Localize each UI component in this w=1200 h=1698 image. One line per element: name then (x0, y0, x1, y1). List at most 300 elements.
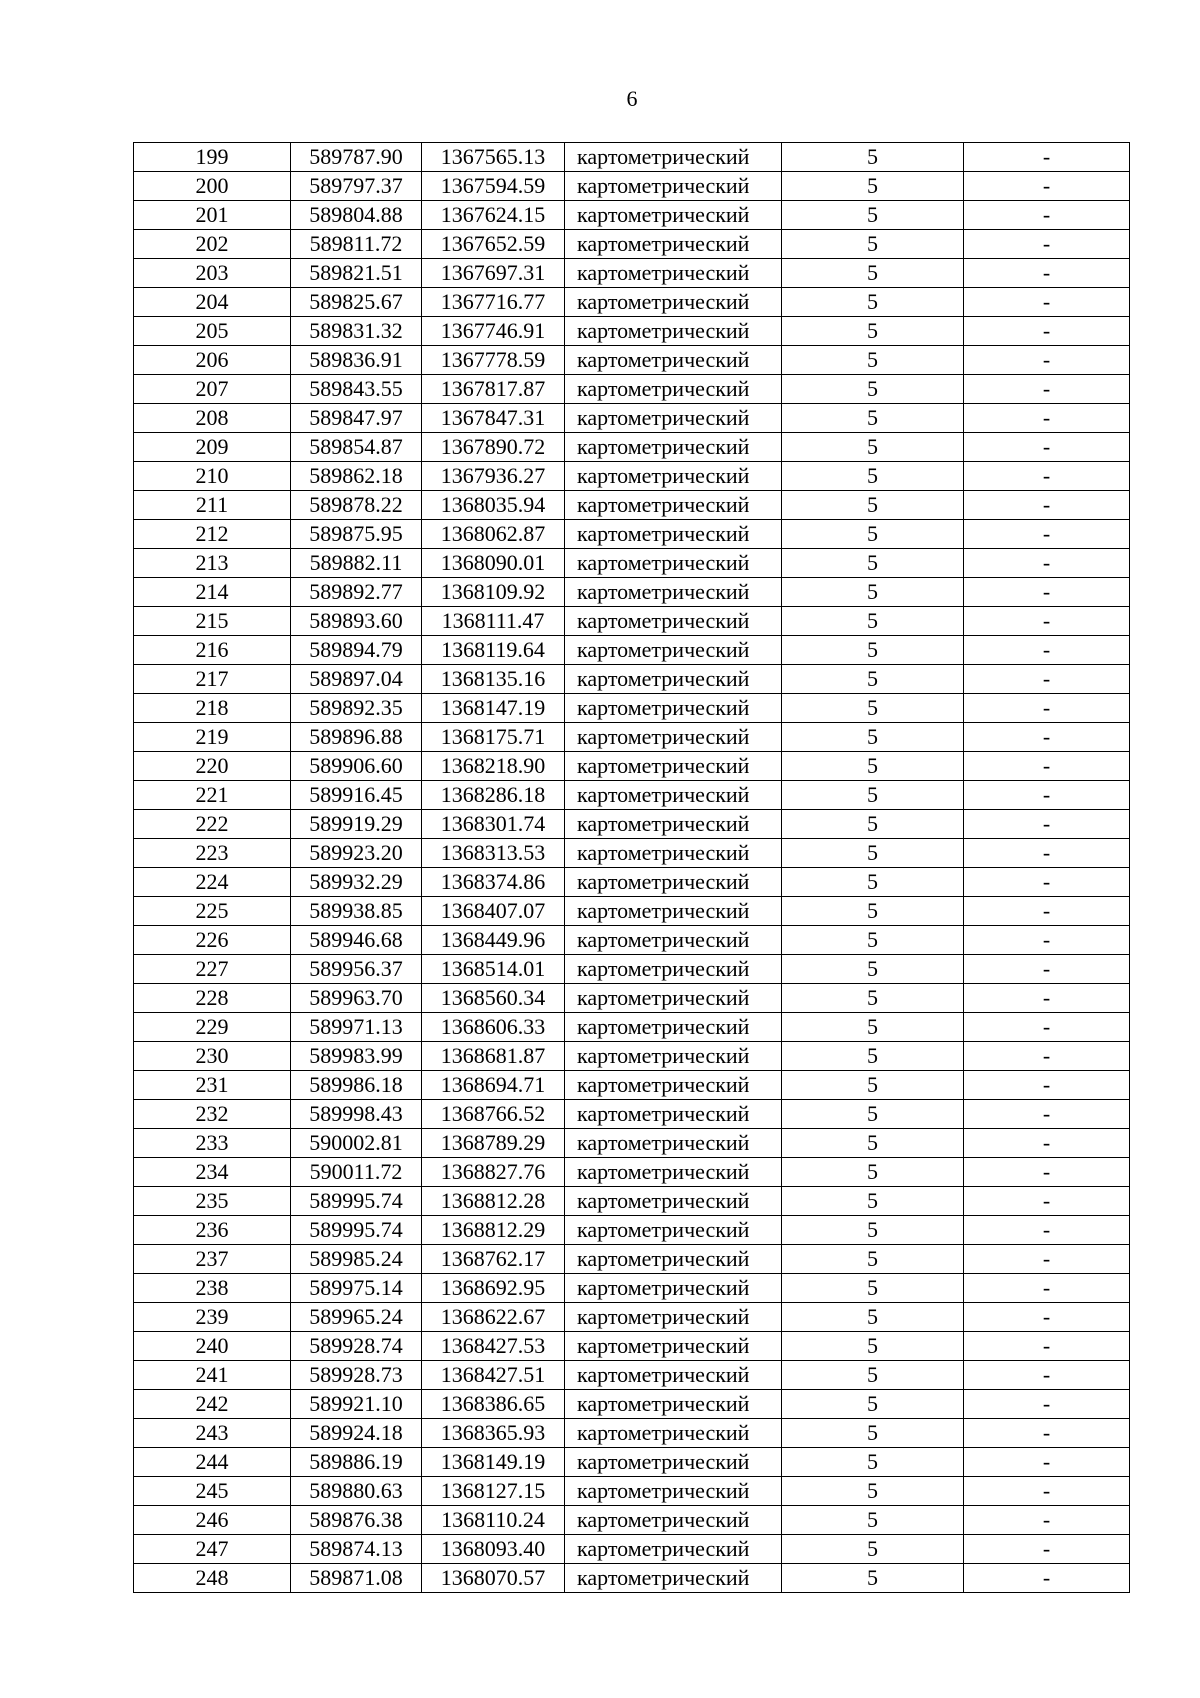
accuracy-cell: 5 (782, 491, 964, 520)
method-cell: картометрический (565, 1274, 782, 1303)
method-cell: картометрический (565, 317, 782, 346)
point-number-cell: 218 (134, 694, 291, 723)
table-row (134, 984, 1130, 1013)
y-coordinate-cell: 1368135.16 (422, 665, 565, 694)
table-row (134, 259, 1130, 288)
method-cell: картометрический (565, 926, 782, 955)
accuracy-cell: 5 (782, 259, 964, 288)
point-number-cell: 217 (134, 665, 291, 694)
table-row (134, 1245, 1130, 1274)
x-coordinate-cell: 589882.11 (291, 549, 422, 578)
x-coordinate-cell: 589975.14 (291, 1274, 422, 1303)
point-number-cell: 205 (134, 317, 291, 346)
method-cell: картометрический (565, 897, 782, 926)
accuracy-cell: 5 (782, 1129, 964, 1158)
x-coordinate-cell: 589811.72 (291, 230, 422, 259)
method-cell: картометрический (565, 1332, 782, 1361)
method-cell: картометрический (565, 1477, 782, 1506)
note-cell: - (964, 1564, 1130, 1593)
note-cell: - (964, 1216, 1130, 1245)
accuracy-cell: 5 (782, 375, 964, 404)
method-cell: картометрический (565, 346, 782, 375)
note-cell: - (964, 1158, 1130, 1187)
point-number-cell: 244 (134, 1448, 291, 1477)
x-coordinate-cell: 589875.95 (291, 520, 422, 549)
y-coordinate-cell: 1368762.17 (422, 1245, 565, 1274)
note-cell: - (964, 1303, 1130, 1332)
method-cell: картометрический (565, 1390, 782, 1419)
table-row (134, 317, 1130, 346)
point-number-cell: 243 (134, 1419, 291, 1448)
accuracy-cell: 5 (782, 288, 964, 317)
method-cell: картометрический (565, 1187, 782, 1216)
y-coordinate-cell: 1368313.53 (422, 839, 565, 868)
y-coordinate-cell: 1367565.13 (422, 143, 565, 172)
method-cell: картометрический (565, 143, 782, 172)
coordinates-table (133, 142, 1130, 1593)
y-coordinate-cell: 1368286.18 (422, 781, 565, 810)
accuracy-cell: 5 (782, 1187, 964, 1216)
table-row (134, 694, 1130, 723)
x-coordinate-cell: 589932.29 (291, 868, 422, 897)
y-coordinate-cell: 1368692.95 (422, 1274, 565, 1303)
accuracy-cell: 5 (782, 1274, 964, 1303)
y-coordinate-cell: 1368606.33 (422, 1013, 565, 1042)
accuracy-cell: 5 (782, 607, 964, 636)
table-row (134, 172, 1130, 201)
point-number-cell: 229 (134, 1013, 291, 1042)
note-cell: - (964, 1419, 1130, 1448)
x-coordinate-cell: 589946.68 (291, 926, 422, 955)
note-cell: - (964, 433, 1130, 462)
accuracy-cell: 5 (782, 665, 964, 694)
note-cell: - (964, 781, 1130, 810)
table-row (134, 1303, 1130, 1332)
x-coordinate-cell: 589924.18 (291, 1419, 422, 1448)
table-row (134, 1332, 1130, 1361)
method-cell: картометрический (565, 1419, 782, 1448)
point-number-cell: 242 (134, 1390, 291, 1419)
note-cell: - (964, 201, 1130, 230)
x-coordinate-cell: 589874.13 (291, 1535, 422, 1564)
accuracy-cell: 5 (782, 810, 964, 839)
table-row (134, 491, 1130, 520)
note-cell: - (964, 578, 1130, 607)
table-row (134, 781, 1130, 810)
note-cell: - (964, 984, 1130, 1013)
x-coordinate-cell: 589893.60 (291, 607, 422, 636)
point-number-cell: 235 (134, 1187, 291, 1216)
table-row (134, 1187, 1130, 1216)
method-cell: картометрический (565, 868, 782, 897)
accuracy-cell: 5 (782, 781, 964, 810)
table-row (134, 143, 1130, 172)
x-coordinate-cell: 589892.77 (291, 578, 422, 607)
y-coordinate-cell: 1368514.01 (422, 955, 565, 984)
note-cell: - (964, 955, 1130, 984)
method-cell: картометрический (565, 665, 782, 694)
accuracy-cell: 5 (782, 694, 964, 723)
note-cell: - (964, 1129, 1130, 1158)
method-cell: картометрический (565, 201, 782, 230)
table-row (134, 1361, 1130, 1390)
point-number-cell: 238 (134, 1274, 291, 1303)
x-coordinate-cell: 589854.87 (291, 433, 422, 462)
point-number-cell: 204 (134, 288, 291, 317)
x-coordinate-cell: 589986.18 (291, 1071, 422, 1100)
y-coordinate-cell: 1368427.53 (422, 1332, 565, 1361)
method-cell: картометрический (565, 288, 782, 317)
y-coordinate-cell: 1368681.87 (422, 1042, 565, 1071)
y-coordinate-cell: 1368147.19 (422, 694, 565, 723)
note-cell: - (964, 462, 1130, 491)
x-coordinate-cell: 589921.10 (291, 1390, 422, 1419)
note-cell: - (964, 1332, 1130, 1361)
point-number-cell: 201 (134, 201, 291, 230)
point-number-cell: 210 (134, 462, 291, 491)
point-number-cell: 222 (134, 810, 291, 839)
method-cell: картометрический (565, 1361, 782, 1390)
accuracy-cell: 5 (782, 897, 964, 926)
note-cell: - (964, 1013, 1130, 1042)
note-cell: - (964, 1245, 1130, 1274)
y-coordinate-cell: 1368149.19 (422, 1448, 565, 1477)
method-cell: картометрический (565, 839, 782, 868)
accuracy-cell: 5 (782, 955, 964, 984)
x-coordinate-cell: 589862.18 (291, 462, 422, 491)
y-coordinate-cell: 1367624.15 (422, 201, 565, 230)
note-cell: - (964, 172, 1130, 201)
table-row (134, 607, 1130, 636)
note-cell: - (964, 1477, 1130, 1506)
note-cell: - (964, 607, 1130, 636)
accuracy-cell: 5 (782, 1332, 964, 1361)
note-cell: - (964, 810, 1130, 839)
accuracy-cell: 5 (782, 1535, 964, 1564)
table-row (134, 1129, 1130, 1158)
point-number-cell: 207 (134, 375, 291, 404)
x-coordinate-cell: 590011.72 (291, 1158, 422, 1187)
accuracy-cell: 5 (782, 1564, 964, 1593)
point-number-cell: 245 (134, 1477, 291, 1506)
method-cell: картометрический (565, 1303, 782, 1332)
note-cell: - (964, 520, 1130, 549)
point-number-cell: 199 (134, 143, 291, 172)
table-row (134, 636, 1130, 665)
y-coordinate-cell: 1368694.71 (422, 1071, 565, 1100)
coordinates-table-body (134, 143, 1130, 1593)
accuracy-cell: 5 (782, 462, 964, 491)
point-number-cell: 231 (134, 1071, 291, 1100)
note-cell: - (964, 752, 1130, 781)
y-coordinate-cell: 1368119.64 (422, 636, 565, 665)
accuracy-cell: 5 (782, 346, 964, 375)
x-coordinate-cell: 589995.74 (291, 1216, 422, 1245)
accuracy-cell: 5 (782, 839, 964, 868)
y-coordinate-cell: 1368093.40 (422, 1535, 565, 1564)
method-cell: картометрический (565, 1448, 782, 1477)
x-coordinate-cell: 589916.45 (291, 781, 422, 810)
accuracy-cell: 5 (782, 520, 964, 549)
table-row (134, 462, 1130, 491)
accuracy-cell: 5 (782, 926, 964, 955)
page-number: 6 (626, 86, 638, 111)
note-cell: - (964, 926, 1130, 955)
note-cell: - (964, 897, 1130, 926)
table-row (134, 1564, 1130, 1593)
table-row (134, 201, 1130, 230)
accuracy-cell: 5 (782, 1100, 964, 1129)
x-coordinate-cell: 589896.88 (291, 723, 422, 752)
note-cell: - (964, 230, 1130, 259)
point-number-cell: 228 (134, 984, 291, 1013)
y-coordinate-cell: 1368407.07 (422, 897, 565, 926)
y-coordinate-cell: 1368090.01 (422, 549, 565, 578)
method-cell: картометрический (565, 984, 782, 1013)
accuracy-cell: 5 (782, 1013, 964, 1042)
y-coordinate-cell: 1367847.31 (422, 404, 565, 433)
note-cell: - (964, 665, 1130, 694)
table-row (134, 346, 1130, 375)
y-coordinate-cell: 1368365.93 (422, 1419, 565, 1448)
x-coordinate-cell: 589938.85 (291, 897, 422, 926)
point-number-cell: 240 (134, 1332, 291, 1361)
point-number-cell: 206 (134, 346, 291, 375)
point-number-cell: 221 (134, 781, 291, 810)
table-row (134, 1448, 1130, 1477)
point-number-cell: 246 (134, 1506, 291, 1535)
note-cell: - (964, 1100, 1130, 1129)
y-coordinate-cell: 1368109.92 (422, 578, 565, 607)
table-row (134, 723, 1130, 752)
table-row (134, 375, 1130, 404)
accuracy-cell: 5 (782, 1477, 964, 1506)
accuracy-cell: 5 (782, 1071, 964, 1100)
table-row (134, 1477, 1130, 1506)
note-cell: - (964, 404, 1130, 433)
point-number-cell: 200 (134, 172, 291, 201)
point-number-cell: 239 (134, 1303, 291, 1332)
x-coordinate-cell: 589928.74 (291, 1332, 422, 1361)
table-row (134, 868, 1130, 897)
method-cell: картометрический (565, 433, 782, 462)
x-coordinate-cell: 589847.97 (291, 404, 422, 433)
note-cell: - (964, 868, 1130, 897)
method-cell: картометрический (565, 1129, 782, 1158)
table-row (134, 897, 1130, 926)
accuracy-cell: 5 (782, 1390, 964, 1419)
accuracy-cell: 5 (782, 172, 964, 201)
point-number-cell: 234 (134, 1158, 291, 1187)
point-number-cell: 233 (134, 1129, 291, 1158)
table-row (134, 433, 1130, 462)
accuracy-cell: 5 (782, 1419, 964, 1448)
point-number-cell: 247 (134, 1535, 291, 1564)
x-coordinate-cell: 589836.91 (291, 346, 422, 375)
method-cell: картометрический (565, 1245, 782, 1274)
note-cell: - (964, 259, 1130, 288)
y-coordinate-cell: 1368110.24 (422, 1506, 565, 1535)
table-row (134, 1274, 1130, 1303)
note-cell: - (964, 1071, 1130, 1100)
table-row (134, 1419, 1130, 1448)
y-coordinate-cell: 1367594.59 (422, 172, 565, 201)
point-number-cell: 216 (134, 636, 291, 665)
y-coordinate-cell: 1368070.57 (422, 1564, 565, 1593)
table-row (134, 1506, 1130, 1535)
y-coordinate-cell: 1368374.86 (422, 868, 565, 897)
method-cell: картометрический (565, 723, 782, 752)
note-cell: - (964, 491, 1130, 520)
note-cell: - (964, 1506, 1130, 1535)
method-cell: картометрический (565, 404, 782, 433)
table-row (134, 1535, 1130, 1564)
method-cell: картометрический (565, 955, 782, 984)
note-cell: - (964, 549, 1130, 578)
x-coordinate-cell: 589878.22 (291, 491, 422, 520)
x-coordinate-cell: 589876.38 (291, 1506, 422, 1535)
y-coordinate-cell: 1367936.27 (422, 462, 565, 491)
y-coordinate-cell: 1368449.96 (422, 926, 565, 955)
method-cell: картометрический (565, 520, 782, 549)
table-row (134, 926, 1130, 955)
table-row (134, 1100, 1130, 1129)
point-number-cell: 236 (134, 1216, 291, 1245)
note-cell: - (964, 346, 1130, 375)
method-cell: картометрический (565, 172, 782, 201)
note-cell: - (964, 288, 1130, 317)
method-cell: картометрический (565, 230, 782, 259)
point-number-cell: 202 (134, 230, 291, 259)
table-row (134, 1071, 1130, 1100)
x-coordinate-cell: 589892.35 (291, 694, 422, 723)
x-coordinate-cell: 589804.88 (291, 201, 422, 230)
y-coordinate-cell: 1368301.74 (422, 810, 565, 839)
accuracy-cell: 5 (782, 636, 964, 665)
accuracy-cell: 5 (782, 201, 964, 230)
table-row (134, 404, 1130, 433)
accuracy-cell: 5 (782, 578, 964, 607)
note-cell: - (964, 723, 1130, 752)
note-cell: - (964, 839, 1130, 868)
method-cell: картометрический (565, 1564, 782, 1593)
accuracy-cell: 5 (782, 317, 964, 346)
accuracy-cell: 5 (782, 984, 964, 1013)
y-coordinate-cell: 1368812.29 (422, 1216, 565, 1245)
accuracy-cell: 5 (782, 404, 964, 433)
point-number-cell: 237 (134, 1245, 291, 1274)
table-row (134, 1042, 1130, 1071)
method-cell: картометрический (565, 1216, 782, 1245)
point-number-cell: 211 (134, 491, 291, 520)
x-coordinate-cell: 589871.08 (291, 1564, 422, 1593)
point-number-cell: 214 (134, 578, 291, 607)
y-coordinate-cell: 1368560.34 (422, 984, 565, 1013)
accuracy-cell: 5 (782, 1303, 964, 1332)
y-coordinate-cell: 1368427.51 (422, 1361, 565, 1390)
accuracy-cell: 5 (782, 868, 964, 897)
note-cell: - (964, 1361, 1130, 1390)
y-coordinate-cell: 1368175.71 (422, 723, 565, 752)
x-coordinate-cell: 589983.99 (291, 1042, 422, 1071)
table-row (134, 955, 1130, 984)
note-cell: - (964, 1042, 1130, 1071)
y-coordinate-cell: 1368386.65 (422, 1390, 565, 1419)
point-number-cell: 226 (134, 926, 291, 955)
point-number-cell: 225 (134, 897, 291, 926)
table-row (134, 288, 1130, 317)
accuracy-cell: 5 (782, 1361, 964, 1390)
table-row (134, 520, 1130, 549)
table-row (134, 810, 1130, 839)
method-cell: картометрический (565, 1071, 782, 1100)
method-cell: картометрический (565, 781, 782, 810)
point-number-cell: 203 (134, 259, 291, 288)
method-cell: картометрический (565, 1100, 782, 1129)
x-coordinate-cell: 589797.37 (291, 172, 422, 201)
point-number-cell: 219 (134, 723, 291, 752)
method-cell: картометрический (565, 810, 782, 839)
note-cell: - (964, 143, 1130, 172)
point-number-cell: 232 (134, 1100, 291, 1129)
note-cell: - (964, 636, 1130, 665)
y-coordinate-cell: 1368789.29 (422, 1129, 565, 1158)
accuracy-cell: 5 (782, 723, 964, 752)
method-cell: картометрический (565, 607, 782, 636)
accuracy-cell: 5 (782, 1506, 964, 1535)
y-coordinate-cell: 1367716.77 (422, 288, 565, 317)
accuracy-cell: 5 (782, 433, 964, 462)
x-coordinate-cell: 589843.55 (291, 375, 422, 404)
y-coordinate-cell: 1368812.28 (422, 1187, 565, 1216)
y-coordinate-cell: 1368127.15 (422, 1477, 565, 1506)
note-cell: - (964, 1274, 1130, 1303)
table-row (134, 1158, 1130, 1187)
point-number-cell: 230 (134, 1042, 291, 1071)
note-cell: - (964, 317, 1130, 346)
x-coordinate-cell: 589923.20 (291, 839, 422, 868)
x-coordinate-cell: 589919.29 (291, 810, 422, 839)
table-row (134, 1216, 1130, 1245)
method-cell: картометрический (565, 1042, 782, 1071)
y-coordinate-cell: 1368622.67 (422, 1303, 565, 1332)
table-row (134, 230, 1130, 259)
x-coordinate-cell: 589995.74 (291, 1187, 422, 1216)
y-coordinate-cell: 1367652.59 (422, 230, 565, 259)
x-coordinate-cell: 589831.32 (291, 317, 422, 346)
x-coordinate-cell: 589963.70 (291, 984, 422, 1013)
y-coordinate-cell: 1368218.90 (422, 752, 565, 781)
point-number-cell: 215 (134, 607, 291, 636)
point-number-cell: 209 (134, 433, 291, 462)
accuracy-cell: 5 (782, 143, 964, 172)
y-coordinate-cell: 1367817.87 (422, 375, 565, 404)
x-coordinate-cell: 589897.04 (291, 665, 422, 694)
note-cell: - (964, 1535, 1130, 1564)
x-coordinate-cell: 589965.24 (291, 1303, 422, 1332)
note-cell: - (964, 694, 1130, 723)
note-cell: - (964, 375, 1130, 404)
method-cell: картометрический (565, 636, 782, 665)
point-number-cell: 220 (134, 752, 291, 781)
y-coordinate-cell: 1367778.59 (422, 346, 565, 375)
point-number-cell: 208 (134, 404, 291, 433)
method-cell: картометрический (565, 578, 782, 607)
y-coordinate-cell: 1367697.31 (422, 259, 565, 288)
x-coordinate-cell: 589886.19 (291, 1448, 422, 1477)
accuracy-cell: 5 (782, 1448, 964, 1477)
point-number-cell: 241 (134, 1361, 291, 1390)
